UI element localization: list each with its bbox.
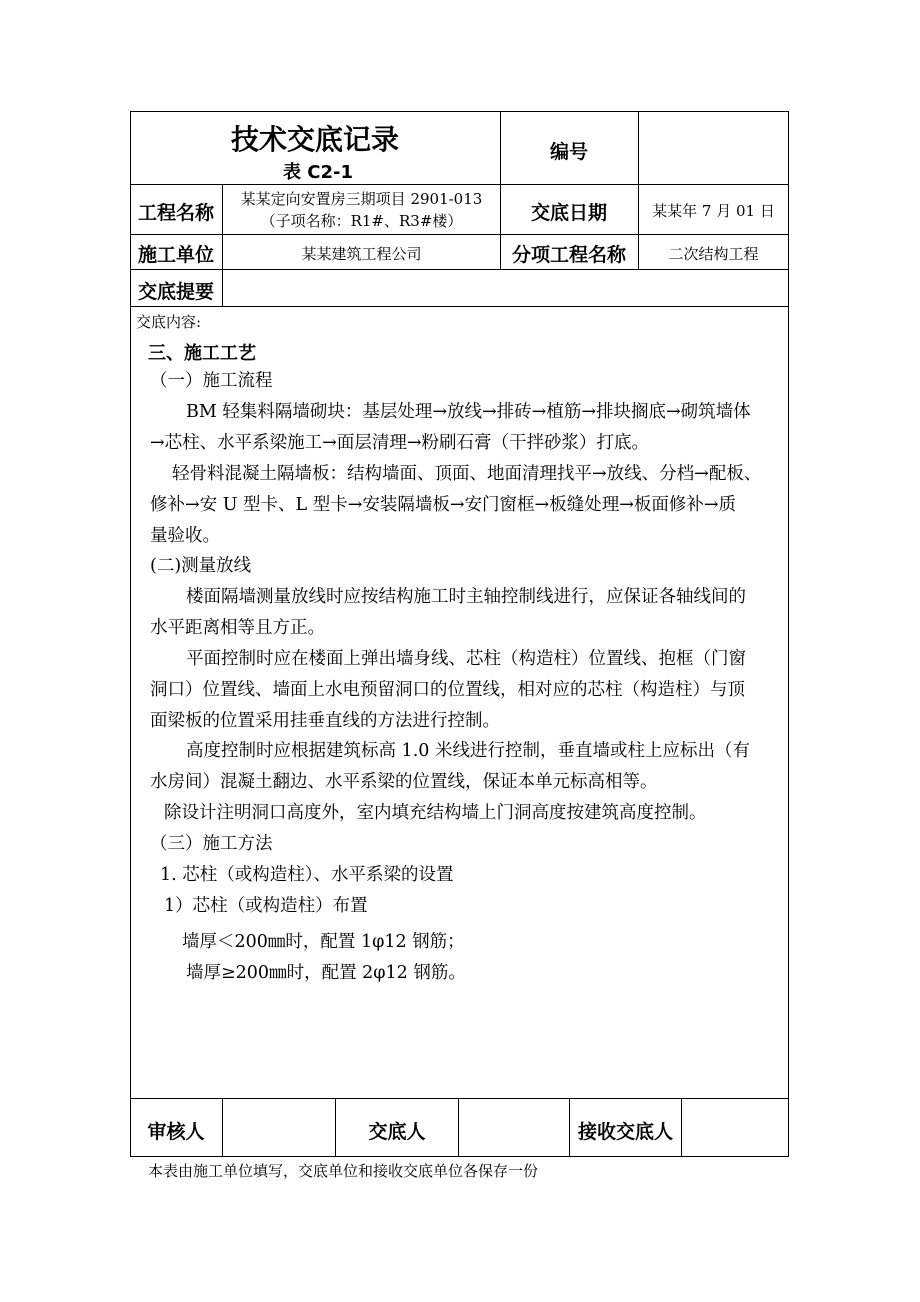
content-line: （一）施工流程 [150, 371, 273, 391]
contractor-value: 某某建筑工程公司 [301, 245, 422, 263]
content-line: 除设计注明洞口高度外，室内填充结构墙上门洞高度按建筑高度控制。 [164, 803, 707, 823]
content-line: (二)测量放线 [150, 556, 252, 576]
row-divider [130, 184, 789, 185]
column-divider [222, 1098, 223, 1156]
content-line: 水房间）混凝土翻边、水平系梁的位置线，保证本单元标高相等。 [150, 772, 658, 792]
content-line: 平面控制时应在楼面上弹出墙身线、芯柱（构造柱）位置线、抱框（门窗 [186, 649, 746, 669]
number-label: 编号 [549, 141, 588, 163]
table-border-left [130, 111, 131, 1156]
content-line: BM 轻集料隔墙砌块：基层处理→放线→排砖→植筋→排块搁底→砌筑墙体 [186, 402, 751, 422]
content-line: →芯柱、水平系梁施工→面层清理→粉刷石膏（干拌砂浆）打底。 [150, 433, 649, 453]
content-line: 轻骨料混凝土隔墙板：结构墙面、顶面、地面清理找平→放线、分档→配板、 [172, 464, 762, 484]
row-divider [130, 1098, 789, 1099]
content-line: 墙厚≥200㎜时，配置 2φ12 钢筋。 [186, 963, 466, 983]
column-divider [458, 1098, 459, 1156]
content-line: 墙厚＜200㎜时，配置 1φ12 钢筋； [182, 932, 465, 952]
section-heading: 三、施工工艺 [148, 343, 256, 364]
project-name-line1: 某某定向安置房三期项目 2901-013 [240, 190, 483, 208]
table-border-top [130, 111, 789, 112]
content-line: 高度控制时应根据建筑标高 1.0 米线进行控制，垂直墙或柱上应标出（有 [186, 741, 750, 761]
row-divider [130, 234, 789, 235]
summary-label: 交底提要 [137, 281, 214, 303]
table-border-right [788, 111, 789, 1156]
form-code: 表 C2-1 [283, 162, 353, 183]
project-name-line2: （子项名称：R1#、R3#楼） [260, 212, 463, 230]
row-divider [130, 269, 789, 270]
project-name-label: 工程名称 [137, 202, 214, 224]
footer-note: 本表由施工单位填写，交底单位和接收交底单位各保存一份 [148, 1162, 539, 1180]
date-label: 交底日期 [530, 202, 607, 224]
receiver-label: 接收交底人 [577, 1121, 673, 1143]
content-line: 洞口）位置线、墙面上水电预留洞口的位置线，相对应的芯柱（构造柱）与顶 [150, 680, 745, 700]
content-line: 修补→安 U 型卡、L 型卡→安装隔墙板→安门窗框→板缝处理→板面修补→质 [150, 495, 737, 515]
content-line: （三）施工方法 [150, 834, 273, 854]
date-value: 某某年 7 月 01 日 [652, 202, 775, 220]
content-line: 楼面隔墙测量放线时应按结构施工时主轴控制线进行，应保证各轴线间的 [186, 587, 746, 607]
content-line: 1. 芯柱（或构造柱）、水平系梁的设置 [160, 865, 454, 885]
content-line: 1）芯柱（或构造柱）布置 [164, 896, 368, 916]
reviewer-label: 审核人 [147, 1121, 205, 1143]
content-line: 量验收。 [150, 526, 220, 546]
table-border-bottom [130, 1156, 789, 1157]
content-label: 交底内容: [136, 313, 202, 331]
row-divider [130, 306, 789, 307]
content-line: 面梁板的位置采用挂垂直线的方法进行控制。 [150, 711, 500, 731]
content-line: 水平距离相等且方正。 [150, 618, 325, 638]
contractor-label: 施工单位 [137, 244, 214, 266]
discloser-label: 交底人 [368, 1121, 426, 1143]
subproject-label: 分项工程名称 [511, 244, 626, 266]
subproject-value: 二次结构工程 [668, 245, 759, 263]
document-title: 技术交底记录 [230, 123, 399, 156]
column-divider [681, 1098, 682, 1156]
